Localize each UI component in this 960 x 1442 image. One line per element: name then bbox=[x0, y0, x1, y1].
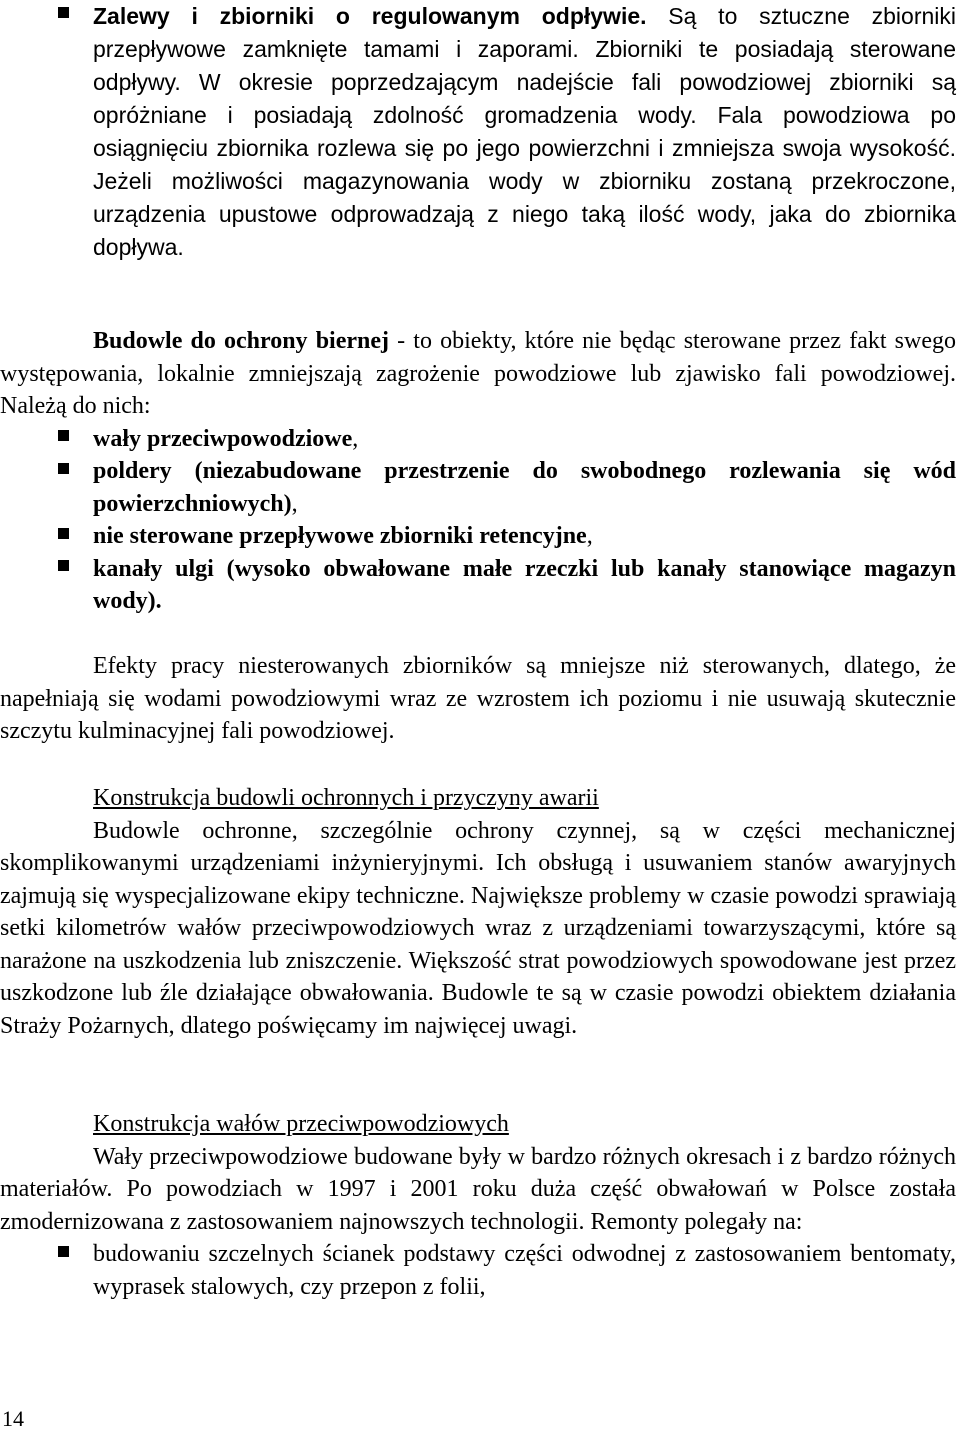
item-bold: Zalewy i zbiorniki o regulowanym odpływie. bbox=[93, 3, 647, 29]
bullet-icon bbox=[58, 528, 69, 539]
section-heading: Konstrukcja wałów przeciwpowodziowych bbox=[93, 1111, 509, 1137]
list-item: budowaniu szczelnych ścianek podstawy części odwodnej z zastosowaniem bentomaty, wyprasek stalowych, czy przepon z folii, bbox=[0, 1238, 956, 1303]
list-item: poldery (niezabudowane przestrzenie do swobodnego rozlewania się wód powierzchniowych), bbox=[0, 455, 956, 520]
list-item: kanały ulgi (wysoko obwałowane małe rzeczki lub kanały stanowiące magazyn wody). bbox=[0, 553, 956, 618]
section-levees bbox=[0, 1108, 956, 1303]
list-item bbox=[0, 0, 956, 264]
section-heading: Konstrukcja budowli ochronnych i przyczyny awarii bbox=[93, 785, 599, 811]
intro-list bbox=[0, 0, 956, 264]
list-item: wały przeciwpowodziowe, bbox=[0, 423, 956, 456]
passive-list bbox=[0, 423, 956, 618]
bullet-icon bbox=[58, 7, 69, 18]
section-text: Wały przeciwpowodziowe budowane były w bardzo różnych okresach i z bardzo różnych materiałów. Po powodziach w 1997 i 2001 roku duża część obwałowań w Polsce została zmodernizowana z zastosowaniem najnowszych technologii. Remonty polegały na: bbox=[0, 1143, 956, 1235]
item-text: Są to sztuczne zbiorniki przepływowe zamknięte tamami i zaporami. Zbiorniki te posiadają sterowane odpływy. W okresie poprzedzającym nadejście fali powodziowej zbiorniki są opróżniane i posiadają zdolność gromadzenia wody. Fala powodziowa po osiągnięciu zbiornika rozlewa się po jego powierzchni i zmniejsza swoja wysokość. Jeżeli możliwości magazynowania wody w zbiorniku zostaną przekroczone, urządzenia upustowe odprowadzają z niego taką ilość wody, jaka do zbiornika dopływa. bbox=[93, 3, 956, 260]
section-text: Budowle ochronne, szczególnie ochrony czynnej, są w części mechanicznej skomplikowanymi urządzeniami inżynieryjnymi. Ich obsługą i usuwaniem stanów awaryjnych zajmują się wyspecjalizowane ekipy techniczne. Największe problemy w czasie powodzi sprawiają setki kilometrów wałów przeciwpowodziowych wraz z urządzeniami towarzyszącymi, które są narażone na uszkodzenia lub zniszczenie. Większość strat powodziowych spowodowane jest przez uszkodzone lub źle działające obwałowania. Budowle te są w czasie powodzi obiektem działania Straży Pożarnych, dlatego poświęcamy im najwięcej uwagi. bbox=[0, 817, 956, 1039]
list-item: nie sterowane przepływowe zbiorniki retencyjne, bbox=[0, 520, 956, 553]
passive-section bbox=[0, 325, 956, 618]
passive-intro bbox=[0, 325, 956, 423]
bullet-icon bbox=[58, 463, 69, 474]
page-number: 14 bbox=[2, 1406, 24, 1431]
bullet-icon bbox=[58, 1246, 69, 1257]
bullet-icon bbox=[58, 430, 69, 441]
repairs-list bbox=[0, 1238, 956, 1303]
passive-text: - to obiekty, które nie będąc sterowane przez fakt swego występowania, lokalnie zmniejszają zagrożenie powodziowe lub zjawisko fali powodziowej. Należą do nich: bbox=[0, 328, 956, 419]
effects-paragraph: Efekty pracy niesterowanych zbiorników są mniejsze niż sterowanych, dlatego, że napełniają się wodami powodziowymi wraz ze wzrostem ich poziomu i nie usuwają skutecznie szczytu kulminacyjnej fali powodziowej. bbox=[0, 653, 956, 744]
section-construction bbox=[0, 782, 956, 1042]
bullet-icon bbox=[58, 560, 69, 571]
passive-bold: Budowle do ochrony biernej bbox=[93, 328, 390, 354]
